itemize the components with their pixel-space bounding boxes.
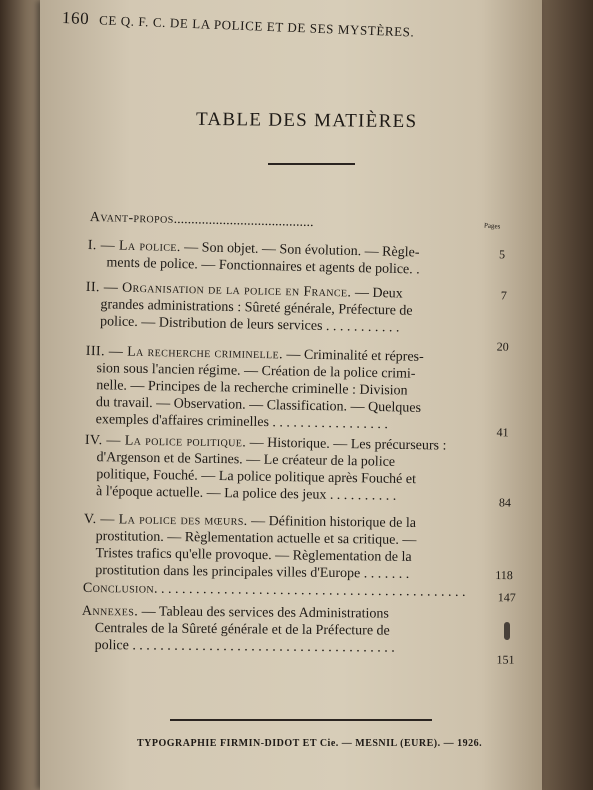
toc-page-number: 7 xyxy=(500,288,507,303)
toc-entry-line xyxy=(82,604,389,623)
toc-entry-label: IV. — La police politique. xyxy=(84,432,247,451)
toc-page-number: 41 xyxy=(496,425,509,440)
toc-entry-text: Centrales de la Sûreté générale et de la Préfecture de xyxy=(94,621,390,639)
toc-entry-text: nelle. — Principes de la recherche criminelle : Division xyxy=(96,378,408,399)
toc-entry-text: prostitution. — Règlementation actuelle et sa critique. — xyxy=(95,529,417,548)
toc-entry-text: du travail. — Observation. — Classification. — Quelques xyxy=(95,395,422,416)
toc-entry-text: prostitution dans les principales villes d'Europe . . . . . . . xyxy=(95,563,410,582)
toc-entry-label: Annexes. xyxy=(81,603,139,620)
page-title: TABLE DES MATIÈRES xyxy=(195,108,418,133)
toc-entry-text: d'Argenson et de Sartines. — Le créateur de la police xyxy=(96,450,396,470)
toc-page-number: 151 xyxy=(496,652,515,667)
page-number: 160 xyxy=(61,8,90,29)
toc-entry-text: . . . . . . . . . . . . . . . . . . . . . . . . . . . . . . . . . . . . . . . . . . . . . xyxy=(153,581,466,600)
toc-entry-line xyxy=(95,621,390,640)
running-title: CE Q. F. C. DE LA POLICE ET DE SES MYSTÈRES. xyxy=(98,12,415,40)
toc-entry-text: — Historique. — Les précurseurs : xyxy=(246,435,447,454)
toc-entry-text: Tristes trafics qu'elle provoque. — Règlementation de la xyxy=(95,546,412,565)
toc-entry-text: ments de police. — Fonctionnaires et agents de police. . xyxy=(106,255,420,278)
toc-entry-text: sion sous l'ancien régime. — Création de la police crimi- xyxy=(96,361,416,382)
toc-entry-text: exemples d'affaires criminelles . . . . . . . . . . . . . . . . . xyxy=(95,412,389,433)
toc-entry-label: Avant-propos xyxy=(89,210,174,227)
toc-entry-text: grandes administrations : Sûreté générale, Préfecture de xyxy=(100,297,413,319)
toc-entry-label: V. — La police des mœurs. xyxy=(83,511,248,529)
toc-entry-label: III. — La recherche criminelle. xyxy=(85,343,284,363)
toc-entry-text: — Définition historique de la xyxy=(247,513,417,531)
toc-page-number: 20 xyxy=(496,339,509,354)
ink-mark xyxy=(504,622,510,640)
toc-entry-text: — Criminalité et répres- xyxy=(282,347,424,365)
pages-column-label: Pages xyxy=(483,221,501,231)
title-underline xyxy=(268,163,355,165)
toc-entry-text: à l'époque actuelle. — La police des jeux . . . . . . . . . . xyxy=(95,484,397,504)
toc-entry-label: I. — La police. xyxy=(87,237,181,256)
toc-entry-text: ........................................ xyxy=(173,211,314,231)
toc-entry-text: — Son objet. — Son évolution. — Règle- xyxy=(180,240,420,261)
toc-page-number: 147 xyxy=(497,590,516,605)
toc-entry-line xyxy=(95,638,395,657)
toc-page-number: 84 xyxy=(498,495,512,510)
toc-entry-text: politique, Fouché. — La police politique après Fouché et xyxy=(96,467,417,488)
toc-entry-text: — Deux xyxy=(351,285,403,302)
background-right xyxy=(540,0,593,790)
printer-imprint: TYPOGRAPHIE FIRMIN-DIDOT ET Cie. — MESNIL (EURE). — 1926. xyxy=(137,738,483,749)
toc-page-number: 118 xyxy=(495,567,513,583)
toc-entry-label: Conclusion xyxy=(82,580,155,597)
toc-page-number: 5 xyxy=(498,247,506,262)
toc-entry-text: police. — Distribution de leurs services . . . . . . . . . . . xyxy=(99,314,400,336)
toc-entry-label: II. — Organisation de la police en France. xyxy=(85,279,352,301)
bottom-rule xyxy=(170,719,432,721)
toc-entry-text: — Tableau des services des Administrations xyxy=(138,604,389,622)
toc-entry-text: police . . . . . . . . . . . . . . . . . . . . . . . . . . . . . . . . . . . . . . xyxy=(94,638,395,656)
